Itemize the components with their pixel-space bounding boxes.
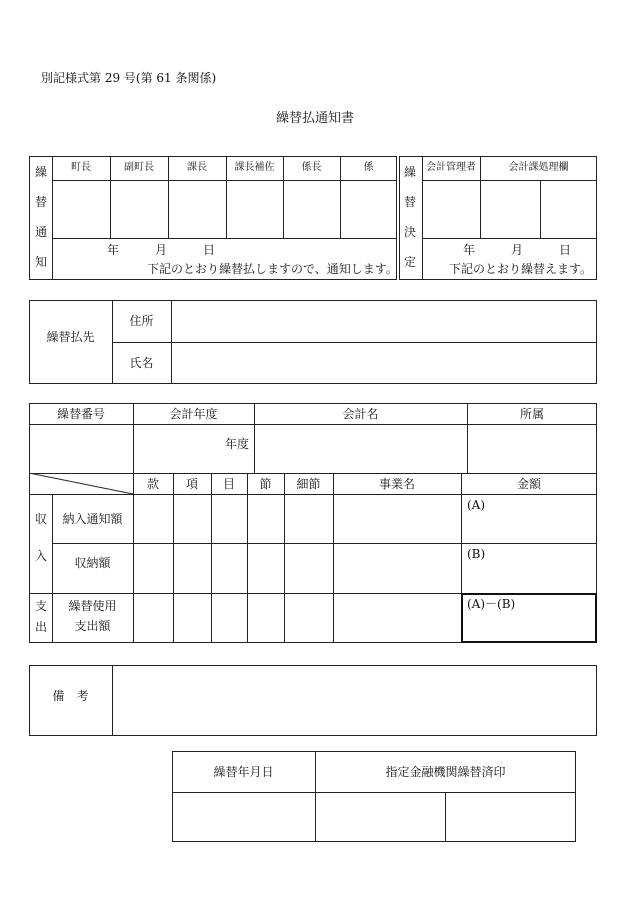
decision-date-year: 年: [463, 243, 476, 257]
notice-date-day: 日: [203, 243, 216, 257]
header-mayor: 町長: [71, 162, 91, 173]
income-row-notice: 納入通知額: [62, 512, 123, 526]
form-reference: 別記様式第 29 号(第 61 条関係): [41, 71, 217, 85]
header-transfer-number: 繰替番号: [56, 407, 105, 421]
header-deputy-mayor: 副町長: [124, 162, 154, 173]
notice-message: 下記のとおり繰替払しますので、通知します。: [147, 262, 398, 276]
expense-row-line2: 支出額: [74, 619, 111, 633]
notice-vertical-1: 繰: [34, 165, 47, 179]
decision-vertical-3: 決: [403, 225, 416, 239]
header-section-chief: 課長: [187, 162, 207, 173]
name-label: 氏名: [129, 356, 154, 370]
expense-vertical-2: 出: [34, 620, 47, 634]
amount-mark-a: (A): [467, 498, 486, 512]
income-vertical-2: 入: [34, 549, 47, 563]
notice-vertical-3: 通: [34, 225, 47, 239]
corner-diagonal: [29, 473, 133, 494]
decision-message: 下記のとおり繰替えます。: [449, 262, 593, 276]
header-unit-chief: 係長: [301, 162, 322, 173]
notice-date-year: 年: [107, 243, 120, 257]
header-accounting-manager: 会計管理者: [426, 162, 476, 173]
header-bank-seal: 指定金融機関繰替済印: [385, 765, 506, 779]
header-fiscal-year: 会計年度: [169, 407, 218, 421]
header-transfer-date: 繰替年月日: [213, 765, 274, 779]
sub-header-saisetsu: 細節: [296, 477, 321, 491]
address-label: 住所: [129, 314, 154, 328]
payee-label: 繰替払先: [46, 330, 95, 344]
sub-header-moku: 目: [222, 477, 235, 491]
header-account-name: 会計名: [342, 407, 379, 421]
amount-mark-b: (B): [467, 547, 486, 561]
header-department: 所属: [519, 407, 544, 421]
expense-row-line1: 繰替使用: [68, 599, 117, 613]
fiscal-year-suffix: 年度: [225, 437, 250, 451]
sub-header-amount: 金額: [516, 477, 541, 491]
document-title: 繰替払通知書: [275, 111, 354, 126]
sub-header-project: 事業名: [378, 477, 415, 491]
decision-vertical-1: 繰: [403, 165, 416, 179]
decision-date-month: 月: [511, 243, 524, 257]
remarks-label: 備 考: [52, 689, 89, 703]
decision-date-day: 日: [559, 243, 572, 257]
notice-vertical-4: 知: [34, 255, 47, 269]
decision-vertical-2: 替: [403, 195, 416, 209]
expense-vertical-1: 支: [34, 599, 47, 613]
income-row-received: 収納額: [74, 556, 111, 570]
income-vertical-1: 収: [34, 512, 47, 526]
header-assistant-chief: 課長補佐: [234, 162, 275, 173]
amount-mark-a-minus-b: (A)－(B): [467, 597, 516, 611]
sub-header-kan: 款: [146, 477, 159, 491]
notice-vertical-2: 替: [34, 195, 47, 209]
decision-vertical-4: 定: [403, 255, 416, 269]
header-staff: 係: [363, 162, 374, 173]
sub-header-setsu: 節: [259, 477, 272, 491]
sub-header-kou: 項: [185, 477, 198, 491]
notice-date-month: 月: [155, 243, 168, 257]
header-accounting-section: 会計課処理欄: [508, 162, 569, 173]
